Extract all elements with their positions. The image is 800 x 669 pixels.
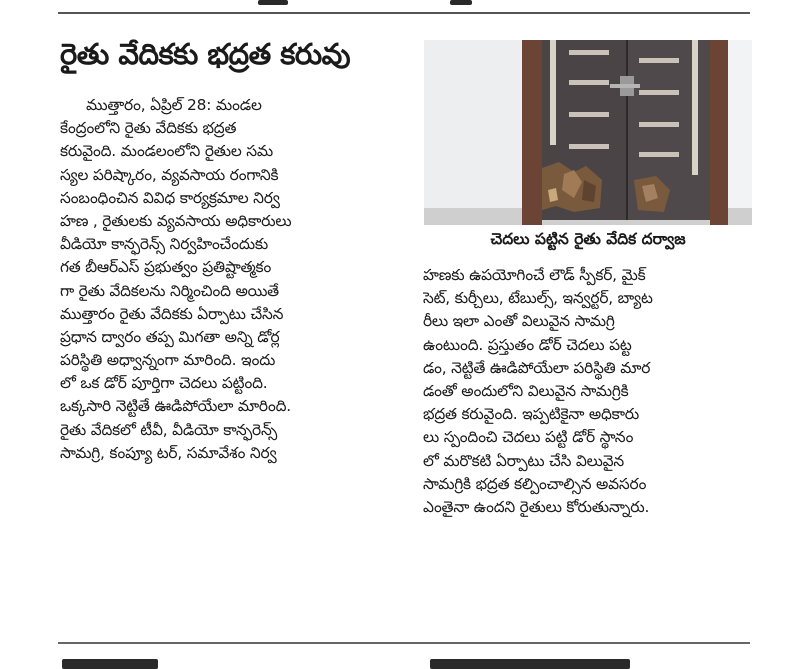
article-text-line: లో ఒక డోర్ పూర్తిగా చెదలు పట్టింది. <box>60 374 268 393</box>
damaged-door-photo-icon <box>424 40 752 225</box>
article-text-line: డం, నెట్టితే ఊడిపోయేలా పరిస్థితి మార <box>423 358 651 377</box>
article-text-line: ఉంటుంది. ప్రస్తుతం డోర్ చెదలు పట్ట <box>423 335 632 354</box>
article-text-line: కేంద్రంలోని రైతు వేదికకు భద్రత <box>60 119 237 138</box>
article-text-line: స్యల పరిష్కారం, వ్యవసాయ రంగానికి <box>60 165 279 184</box>
article-text-line: రైతు వేదికలో టీవీ, వీడియో కాన్ఫరెన్స్ <box>60 420 278 439</box>
cropped-text-fragment <box>450 0 472 5</box>
photo-caption: చెదలు పట్టిన రైతు వేదిక దర్వాజ <box>490 230 686 248</box>
article-text-line: సంబంధించిన వివిధ కార్యక్రమాల నిర్వ <box>60 188 280 207</box>
cropped-text-fragment <box>62 659 158 669</box>
article-text-line: లో మరొకటి ఏర్పాటు చేసి విలువైన <box>423 451 624 470</box>
top-divider <box>58 12 750 14</box>
article-text-line: ప్రధాన ద్వారం తప్ప మిగతా అన్ని డోర్ల <box>60 327 280 346</box>
article-text-line: డంతో అందులోని విలువైన సామగ్రికి <box>423 381 629 400</box>
article-text-line: వీడియో కాన్ఫరెన్స్ నిర్వహించేందుకు <box>60 235 269 254</box>
article-text-line: భద్రత కరువైంది. ఇప్పటికైనా అధికారు <box>423 405 640 424</box>
article-text-line: కరువైంది. మండలంలోని రైతుల సమ <box>60 142 273 161</box>
article-text-line: లు స్పందించి చెదలు పట్టి డోర్ స్థానం <box>423 428 634 447</box>
article-headline: రైతు వేదికకు భద్రత కరువు <box>60 37 351 71</box>
article-text-line: ముత్తారం, ఏప్రిల్ 28: మండల <box>86 96 262 114</box>
article-text-line: సెట్, కుర్చీలు, టేబుల్స్, ఇన్వర్టర్, బ్యాట <box>423 289 653 308</box>
article-text-line: ఎంతైనా ఉందని రైతులు కోరుతున్నారు. <box>423 497 650 516</box>
cropped-text-fragment <box>258 0 288 5</box>
article-photo <box>424 40 752 225</box>
article-column-left <box>60 94 415 465</box>
article-text-line: హణ , రైతులకు వ్యవసాయ అధికారులు <box>60 211 292 230</box>
cropped-text-fragment <box>430 659 630 669</box>
article-text-line: గత బీఆర్ఎస్ ప్రభుత్వం ప్రతిష్టాత్మకం <box>60 258 272 277</box>
article-column-right <box>423 264 753 519</box>
article-text-line: హణకు ఉపయోగించే లౌడ్ స్పీకర్, మైక్ <box>423 266 646 284</box>
article-text-line: పరిస్థితి అధ్వాన్నంగా మారింది. ఇందు <box>60 351 276 370</box>
article-text-line: ఒక్కసారి నెట్టితే ఊడిపోయేలా మారింది. <box>60 397 291 416</box>
article-text-line: సామగ్రి, కంప్యూ టర్, సమావేశం నిర్వ <box>60 443 277 462</box>
article-text-line: సామగ్రికి భద్రత కల్పించాల్సిన అవసరం <box>423 474 647 493</box>
article-text-line: రీలు ఇలా ఎంతో విలువైన సామగ్రి <box>423 312 615 331</box>
article-text-line: ముత్తారం రైతు వేదికకు ఏర్పాటు చేసిన <box>60 304 284 323</box>
bottom-divider <box>58 642 750 644</box>
article-text-line: గా రైతు వేదికలను నిర్మించింది అయితే <box>60 281 279 300</box>
